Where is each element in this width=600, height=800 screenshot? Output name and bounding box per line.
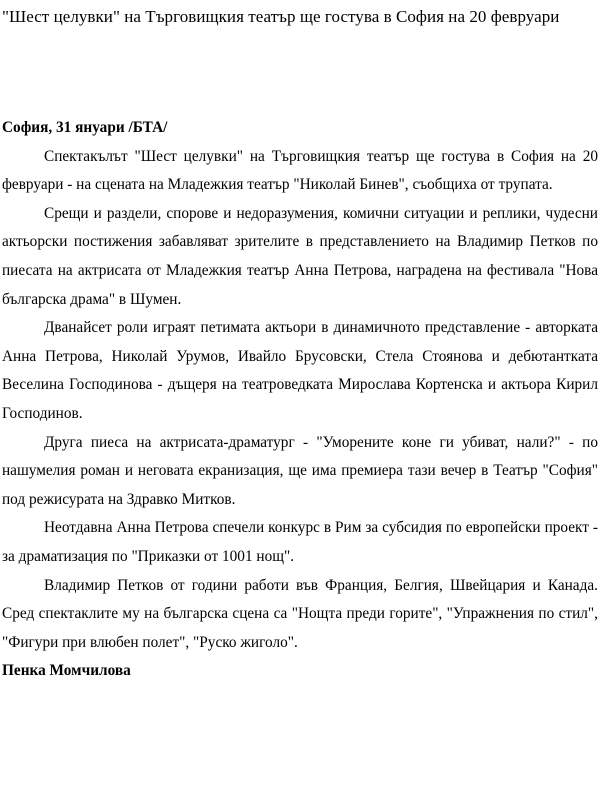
author-name: Пенка Момчилова — [2, 662, 131, 680]
article-body — [2, 114, 598, 686]
paragraph: Спектакълът "Шест целувки" на Търговищкия театър ще гостува в София на 20 февруари - на сцената на Младежкия театър "Николай Бинев", съобщиха от трупата. — [2, 147, 598, 194]
paragraph: Владимир Петков от години работи във Франция, Белгия, Швейцария и Канада. Сред спектаклите му на българска сцена са "Нощта преди горите", "Упражнения по стил", "Фигури при влюбен полет", "Руско жиголо". — [2, 576, 598, 651]
article-title: "Шест целувки" на Търговищкия театър ще гостува в София на 20 февруари — [2, 7, 560, 26]
paragraph: Неотдавна Анна Петрова спечели конкурс в Рим за субсидия по европейски проект - за драматизация по "Приказки от 1001 нощ". — [2, 519, 598, 565]
dateline: София, 31 януари /БТА/ — [2, 119, 168, 136]
paragraph: Дванайсет роли играят петимата актьори в динамичното представление - авторката Анна Петрова, Николай Урумов, Ивайло Брусовски, Стела Стоянова и дебютантката Веселина Господинова - дъщеря на театроведката Мирослава Кортенска и актьора Кирил Господинов. — [2, 319, 598, 422]
paragraph: Друга пиеса на актрисата-драматург - "Уморените коне ги убиват, нали?" - по нашумелия роман и неговата екранизация, ще има премиера тази вечер в Театър "София" под режисурата на Здравко Митков. — [2, 433, 598, 508]
paragraph: Срещи и раздели, спорове и недоразумения, комични ситуации и реплики, чудесни актьорски постижения забавляват зрителите в представлението на Владимир Петков по пиесата на актрисата от Младежкия театър Анна Петрова, наградена на фестивала "Нова българска драма" в Шумен. — [2, 204, 598, 308]
